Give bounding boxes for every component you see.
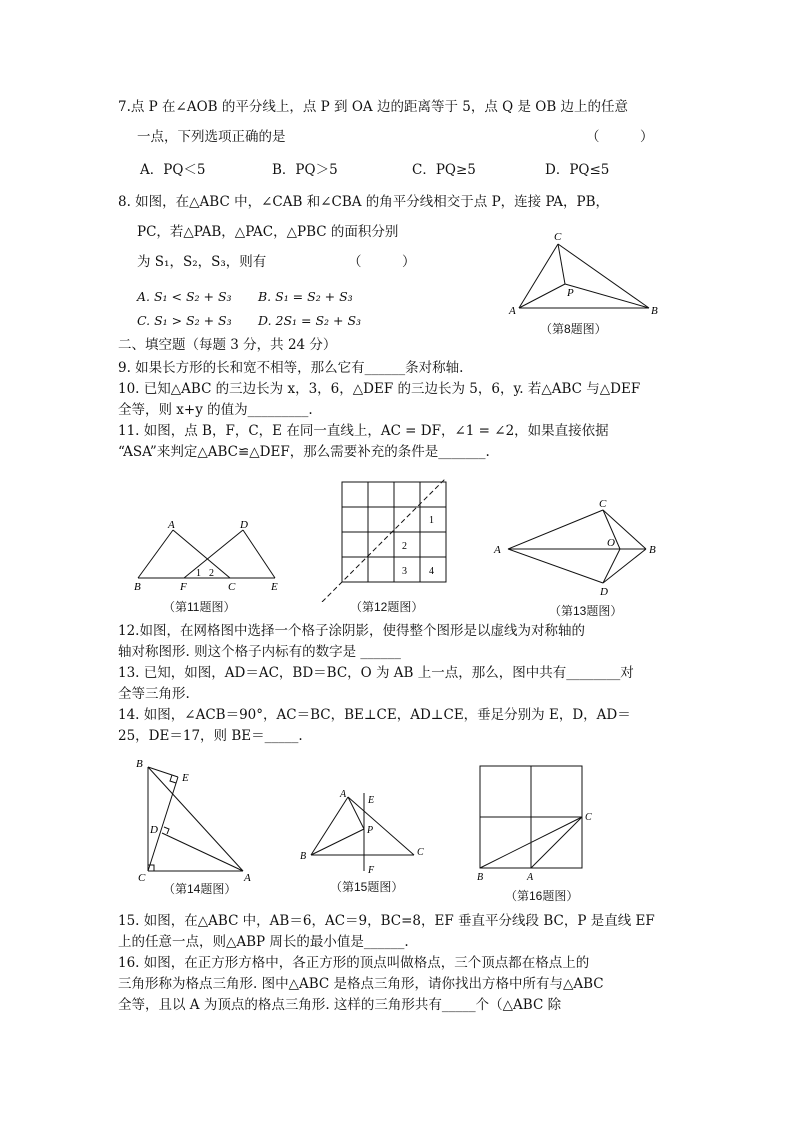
figure-q8 (505, 228, 665, 320)
figure-q11 (130, 518, 290, 596)
q7-line2: 一点，下列选项正确的是 (137, 129, 286, 145)
q11-label-d: D (240, 519, 248, 531)
figure-q14 (128, 757, 258, 882)
q14-segment-ad (162, 833, 243, 871)
q8-line2: PC，若△PAB，△PAC，△PBC 的面积分别 (137, 224, 399, 240)
q7-answer-paren: （ ） (586, 129, 654, 145)
q11-label-b: B (134, 581, 141, 593)
q7-option-d: D．PQ≤5 (545, 162, 610, 178)
q11-label-c: C (228, 581, 236, 593)
q16-line3: 全等，且以 A 为顶点的格点三角形. 这样的三角形共有_____个（△ABC 除 (118, 997, 562, 1013)
q13-label-c: C (599, 498, 607, 510)
q14-label-a: A (244, 872, 251, 882)
figure-q13 (490, 495, 665, 603)
q12-line1: 12.如图，在网格图中选择一个格子涂阴影，使得整个图形是以虚线为对称轴的 (118, 623, 585, 639)
q14-label-c: C (138, 872, 146, 882)
q13-line1: 13. 已知，如图，AD＝AC，BD＝BC，O 为 AB 上一点，那么，图中共有________对 (118, 665, 634, 681)
q13-line2: 全等三角形. (118, 686, 190, 702)
q8-option-a: A. S₁ < S₂ + S₃ (137, 289, 232, 304)
q15-label-p: P (367, 825, 374, 836)
q16-segment-ac (531, 817, 582, 868)
q8-line1: 8. 如图，在△ABC 中，∠CAB 和∠CBA 的角平分线相交于点 P，连接 PA，PB， (118, 194, 610, 210)
q15-segment-ap (348, 797, 364, 829)
q16-label-b: B (477, 872, 484, 883)
q12-figure-caption: （第12题图） (350, 600, 424, 614)
q15-segment-ac (348, 797, 414, 855)
q11-line1: 11. 如图，点 B，F，C，E 在同一直线上，AC = DF，∠1 = ∠2，如果直接依据 (118, 423, 609, 439)
q8-option-d: D. 2S₁ = S₂ + S₃ (258, 313, 362, 328)
q12-cell-1: 1 (429, 515, 434, 526)
section-2-heading: 二、填空题（每题 3 分，共 24 分） (118, 337, 337, 353)
q8-option-b: B. S₁ = S₂ + S₃ (258, 289, 353, 304)
q15-line2: 上的任意一点，则△ABP 周长的最小值是______. (118, 934, 409, 950)
q12-symmetry-axis (322, 478, 446, 602)
q13-segment-do (603, 549, 620, 583)
q7-option-b: B．PQ＞5 (272, 162, 338, 178)
q7-option-c: C．PQ≥5 (412, 162, 476, 178)
q12-cell-4: 4 (429, 566, 434, 577)
q13-label-d: D (600, 586, 608, 598)
q8-label-p: P (567, 287, 574, 299)
q16-line1: 16. 如图，在正方形方格中，各正方形的顶点叫做格点，三个顶点都在格点上的 (118, 955, 590, 971)
figure-q16 (470, 760, 610, 885)
q10-line2: 全等，则 x+y 的值为_________. (118, 402, 313, 418)
q8-segment-pb (565, 284, 649, 308)
q13-label-o: O (607, 537, 615, 549)
q11-label-e: E (271, 581, 278, 593)
q8-line3: 为 S₁，S₂，S₃，则有 (137, 254, 267, 270)
q8-figure-caption: （第8题图） (540, 322, 607, 336)
q16-line2: 三角形称为格点三角形. 图中△ABC 是格点三角形，请你找出方格中所有与△ABC (118, 976, 604, 992)
q14-line1: 14. 如图，∠ACB＝90°，AC＝BC，BE⊥CE，AD⊥CE，垂足分别为 E，D，AD＝ (118, 707, 631, 723)
q8-label-b: B (651, 305, 658, 317)
q15-label-b: B (300, 851, 307, 862)
q14-figure-caption: （第14题图） (163, 882, 237, 896)
q11-segment-ac (173, 530, 230, 578)
q11-angle-2: 2 (209, 568, 214, 579)
q16-figure-caption: （第16题图） (505, 889, 579, 903)
q16-label-c: C (585, 812, 592, 823)
q13-label-a: A (494, 544, 501, 556)
q8-segment-pc (558, 244, 565, 284)
q11-angle-1: 1 (196, 568, 201, 579)
q8-segment-ac (519, 244, 558, 308)
figure-q12 (318, 476, 458, 602)
q11-label-f: F (180, 581, 187, 593)
q14-label-d: D (150, 824, 158, 836)
q11-line2: “ASA”来判定△ABC≌△DEF，那么需要补充的条件是_______. (118, 444, 490, 460)
q12-cell-2: 2 (402, 541, 407, 552)
q15-label-c: C (417, 847, 424, 858)
q15-line1: 15. 如图，在△ABC 中，AB＝6，AC＝9，BC=8，EF 垂直平分线段 BC，P 是直线 EF (118, 913, 655, 929)
q16-label-a: A (527, 872, 534, 883)
q11-label-a: A (168, 519, 175, 531)
q15-figure-caption: （第15题图） (330, 880, 404, 894)
q12-cell-3: 3 (402, 566, 407, 577)
q15-label-f: F (368, 865, 375, 876)
q13-segment-ac (508, 510, 603, 549)
figure-q15 (296, 785, 431, 877)
q13-label-b: B (649, 544, 656, 556)
q14-label-b: B (136, 758, 143, 770)
q13-segment-db (603, 549, 646, 583)
q13-segment-ad (508, 549, 603, 583)
q11-segment-de (243, 530, 275, 578)
q13-figure-caption: （第13题图） (549, 604, 623, 618)
q12-line2: 轴对称图形. 则这个格子内标有的数字是 ______ (118, 644, 401, 660)
q14-right-angle-d (164, 827, 169, 834)
q8-option-c: C. S₁ > S₂ + S₃ (137, 313, 232, 328)
q14-line2: 25，DE＝17，则 BE＝_____. (118, 728, 303, 744)
q9-text: 9. 如果长方形的长和宽不相等，那么它有______条对称轴. (118, 360, 464, 376)
q8-answer-paren: （ ） (348, 254, 416, 270)
q11-segment-ab (138, 530, 173, 578)
q11-figure-caption: （第11题图） (163, 600, 236, 614)
q7-option-a: A．PQ＜5 (140, 162, 206, 178)
q8-label-c: C (554, 231, 562, 243)
q10-line1: 10. 已知△ABC 的三边长为 x，3，6，△DEF 的三边长为 5，6，y. 若△ABC 与△DEF (118, 381, 641, 397)
q15-label-a: A (340, 789, 347, 800)
q7-line1: 7.点 P 在∠AOB 的平分线上，点 P 到 OA 边的距离等于 5，点 Q 是 OB 边上的任意 (118, 99, 629, 115)
q14-segment-ba (148, 767, 243, 871)
q15-label-e: E (368, 795, 375, 806)
q8-label-a: A (509, 305, 516, 317)
q14-label-e: E (182, 772, 189, 784)
